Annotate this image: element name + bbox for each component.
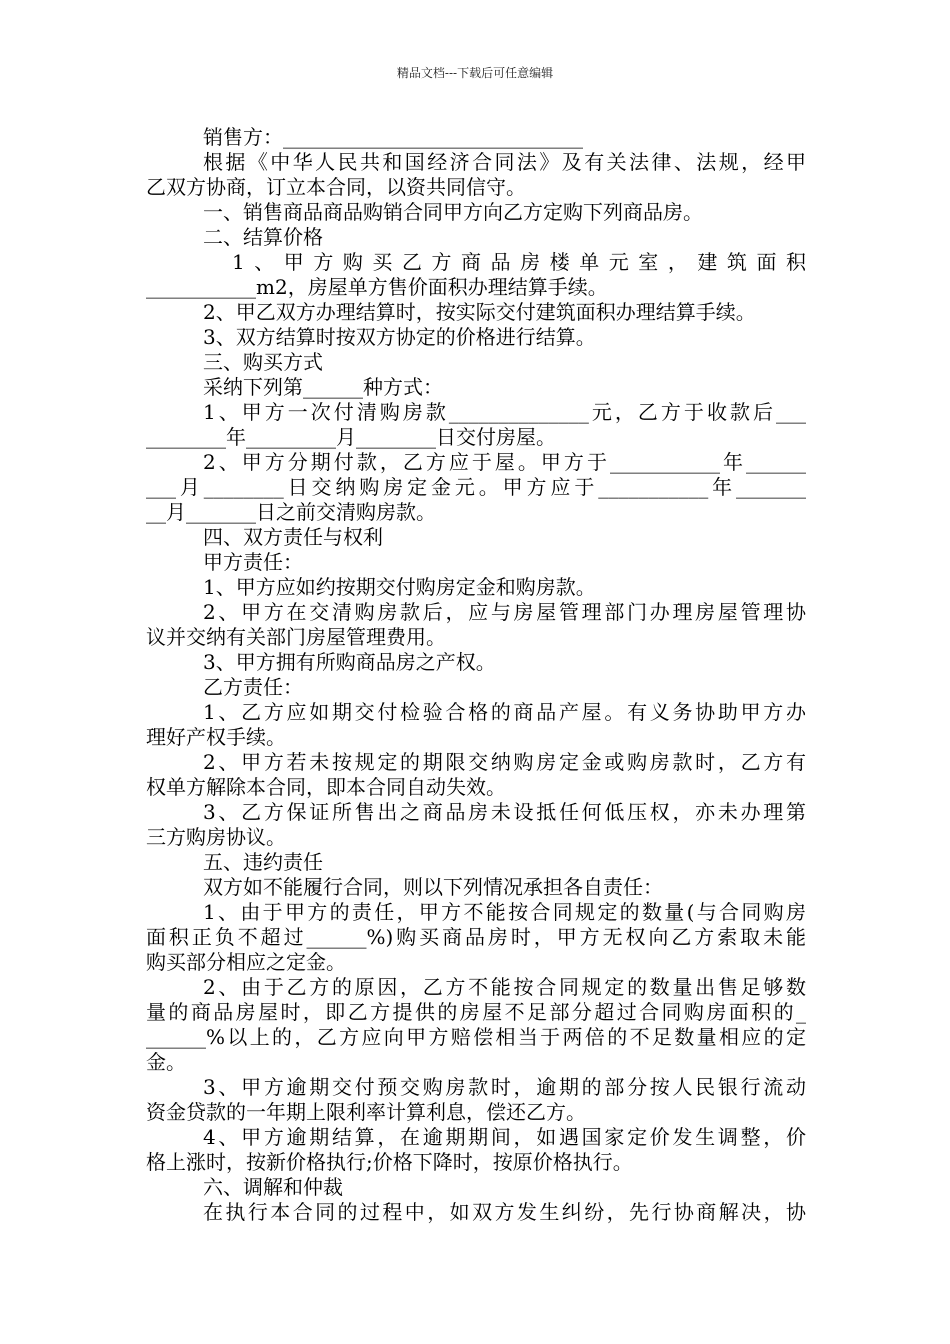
text-line: 五、违约责任 bbox=[203, 850, 323, 874]
text-line: 3、双方结算时按双方协定的价格进行结算。 bbox=[203, 325, 596, 349]
text-line: 1、甲方应如约按期交付购房定金和购房款。 bbox=[203, 575, 596, 599]
text-line: 销售方：______________________________ bbox=[203, 125, 583, 149]
text-line: 量的商品房屋时，即乙方提供的房屋不足部分超过合同购房面积的_ bbox=[146, 1000, 806, 1024]
text-line: 2、甲方若未按规定的期限交纳购房定金或购房款时，乙方有 bbox=[203, 750, 806, 774]
text-line: 格上涨时，按新价格执行;价格下降时，按原价格执行。 bbox=[146, 1150, 633, 1174]
text-line: 面积正负不超过______%)购买商品房时，甲方无权向乙方索取未能 bbox=[146, 925, 806, 949]
text-line: 3、乙方保证所售出之商品房未设抵任何低压权，亦未办理第 bbox=[203, 800, 806, 824]
text-line: 议并交纳有关部门房屋管理费用。 bbox=[146, 625, 446, 649]
text-line: 根据《中华人民共和国经济合同法》及有关法律、法规，经甲 bbox=[203, 150, 806, 174]
text-line: ______%以上的，乙方应向甲方赔偿相当于两倍的不足数量相应的定 bbox=[146, 1025, 806, 1049]
text-line: 金。 bbox=[146, 1050, 186, 1074]
text-line: 三、购买方式 bbox=[203, 350, 323, 374]
text-line: 理好产权手续。 bbox=[146, 725, 286, 749]
text-line: 二、结算价格 bbox=[203, 225, 323, 249]
text-line: 乙双方协商，订立本合同，以资共同信守。 bbox=[146, 175, 526, 199]
text-line: 2、甲乙双方办理结算时，按实际交付建筑面积办理结算手续。 bbox=[203, 300, 756, 324]
text-line: 4、甲方逾期结算，在逾期期间，如遇国家定价发生调整，价 bbox=[203, 1125, 806, 1149]
text-line: 在执行本合同的过程中，如双方发生纠纷，先行协商解决，协 bbox=[203, 1200, 806, 1224]
text-line: 3、甲方逾期交付预交购房款时，逾期的部分按人民银行流动 bbox=[203, 1075, 806, 1099]
text-line: 双方如不能履行合同，则以下列情况承担各自责任： bbox=[203, 875, 663, 899]
text-line: 甲方责任： bbox=[203, 550, 303, 574]
text-line: 资金贷款的一年期上限利率计算利息，偿还乙方。 bbox=[146, 1100, 586, 1124]
text-line: 2、甲方分期付款，乙方应于屋。甲方于___________年______ bbox=[203, 450, 806, 474]
text-line: ___月________日交纳购房定金元。甲方应于___________年_______ bbox=[146, 475, 806, 499]
text-line: ___________m2，房屋单方售价面积办理结算手续。 bbox=[146, 275, 608, 299]
text-line: 1、由于甲方的责任，甲方不能按合同规定的数量(与合同购房 bbox=[203, 900, 806, 924]
text-line: 1、甲方一次付清购房款______________元，乙方于收款后___ bbox=[203, 400, 806, 424]
text-line: 购买部分相应之定金。 bbox=[146, 950, 346, 974]
text-line: ________年_________月________日交付房屋。 bbox=[146, 425, 556, 449]
text-line: 1、甲方购买乙方商品房楼单元室，建筑面积 bbox=[232, 250, 806, 274]
text-line: 权单方解除本合同，即本合同自动失效。 bbox=[146, 775, 506, 799]
text-line: 四、双方责任与权利 bbox=[203, 525, 383, 549]
page-header: 精品文档---下载后可任意编辑 bbox=[396, 66, 554, 80]
text-line: 一、销售商品商品购销合同甲方向乙方定购下列商品房。 bbox=[203, 200, 703, 224]
text-line: __月_______日之前交清购房款。 bbox=[146, 500, 436, 524]
text-line: 2、甲方在交清购房款后，应与房屋管理部门办理房屋管理协 bbox=[203, 600, 806, 624]
text-line: 六、调解和仲裁 bbox=[203, 1175, 343, 1199]
text-line: 3、甲方拥有所购商品房之产权。 bbox=[203, 650, 496, 674]
text-line: 采纳下列第______种方式： bbox=[203, 375, 443, 399]
text-line: 1、乙方应如期交付检验合格的商品产屋。有义务协助甲方办 bbox=[203, 700, 806, 724]
text-line: 2、由于乙方的原因，乙方不能按合同规定的数量出售足够数 bbox=[203, 975, 806, 999]
text-line: 乙方责任： bbox=[203, 675, 303, 699]
text-line: 三方购房协议。 bbox=[146, 825, 286, 849]
